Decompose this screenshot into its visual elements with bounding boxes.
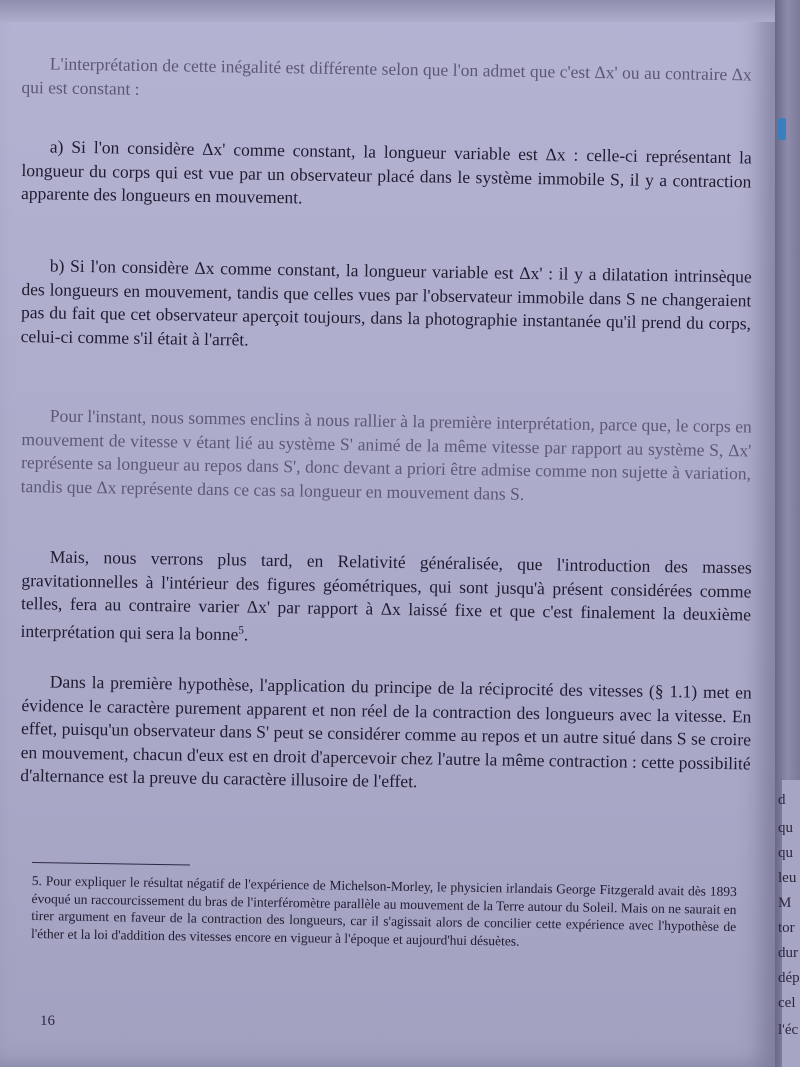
facing-page-fragment: qu — [778, 820, 793, 836]
facing-page-fragment: d — [778, 792, 786, 808]
paragraph-body: Mais, nous verrons plus tard, en Relativité généralisée, que l'introduction des masses gravitationnelles à l'intérieur des figures géométriques, qui sont jusqu'à présent considérées comme telles, fera au contraire varier Δx' par rapport à Δx laissé fixe et que c'est finalement la deuxième interprétation qui sera la bonne — [20, 546, 752, 644]
paragraph-text: Dans la première hypothèse, l'application du principe de la réciprocité des vitesses (§ 1.1) met en évidence le caractère purement apparent et non réel de la contraction des longueurs avec la vitesse. En effet, puisqu'un observateur dans S' peut se considérer comme au repos et un autre situé dans S se croire en mouvement, chacun d'eux est en droit d'apercevoir chez l'autre la même contraction : cette possibilité d'alternance est la preuve du caractère illusoire de l'effet. — [20, 671, 752, 792]
paragraph-first-hypothesis — [20, 670, 752, 799]
bookmark-tab — [778, 118, 786, 140]
facing-page-fragment: dép — [778, 970, 800, 986]
page-number: 16 — [40, 1013, 55, 1029]
facing-page-edge — [775, 0, 800, 1067]
footnote-dot: . — [38, 873, 46, 889]
paragraph-text: Pour l'instant, nous sommes enclins à nous rallier à la première interprétation, parce que, le corps en mouvement de vitesse v étant lié au système S' animé de la même vitesse par rapport au système S, Δx' représente sa longueur au repos dans S', donc devant a priori être admise comme non sujette à variation, tandis que Δx représente dans ce cas sa longueur en mouvement dans S. — [20, 405, 752, 504]
paragraph-text — [20, 545, 751, 654]
footnote-number: 5 — [31, 872, 39, 889]
footnote-reference[interactable]: 5 — [238, 623, 244, 636]
facing-page-fragment: M — [778, 895, 792, 911]
facing-page-fragment: qu — [778, 845, 793, 861]
facing-page-fragment: dur — [778, 945, 798, 961]
paragraph-text: b) Si l'on considère Δx comme constant, la longueur variable est Δx' : il y a dilatation intrinsèque des longueurs en mouvement, tandis que celles vues par l'observateur immobile dans S ne changeraient pas du fait que cet observateur aperçoit toujours, dans la photographie instantanée qu'il prend du corps, celui-ci comme s'il était à l'arrêt. — [20, 255, 752, 350]
facing-page-fragment: tor — [778, 920, 795, 936]
paragraph-interpretation-intro — [21, 52, 752, 110]
paragraph-general-relativity — [20, 545, 751, 654]
facing-page-fragment: l'éc — [778, 1022, 799, 1038]
paragraph-text: a) Si l'on considère Δx' comme constant, la longueur variable est Δx : celle-ci représentant la longueur du corps qui est vue par un observateur placé dans le système immobile S, il y a contraction apparente des longueurs en mouvement. — [20, 136, 752, 208]
paragraph-case-b — [21, 254, 752, 359]
paragraph-text: L'interprétation de cette inégalité est différente selon que l'on admet que c'est Δx' ou au contraire Δx qui est constant : — [21, 53, 752, 99]
page-top-edge — [0, 0, 775, 22]
paragraph-first-interpretation — [21, 404, 752, 509]
paragraph-end: . — [243, 623, 249, 644]
facing-page-fragment: leu — [778, 870, 797, 886]
footnote — [31, 872, 737, 953]
footnote-text: Pour expliquer le résultat négatif de l'expérience de Michelson-Morley, le physicien irlandais George Fitzgerald avait dès 1893 évoqué un raccourcissement du bras de l'interféromètre parallèle au mouvement de la Terre autour du Soleil. Mais on ne saurait en tirer argument en faveur de la contraction des longueurs, car il s'agissait alors de concilier cette expérience avec l'hypothèse de l'éther et la loi d'addition des vitesses encore en vigueur à l'époque et aujourd'hui désuètes. — [30, 873, 737, 949]
footnote-separator — [32, 862, 190, 865]
paragraph-case-a — [21, 135, 752, 217]
facing-page-fragment: cel — [778, 995, 796, 1011]
